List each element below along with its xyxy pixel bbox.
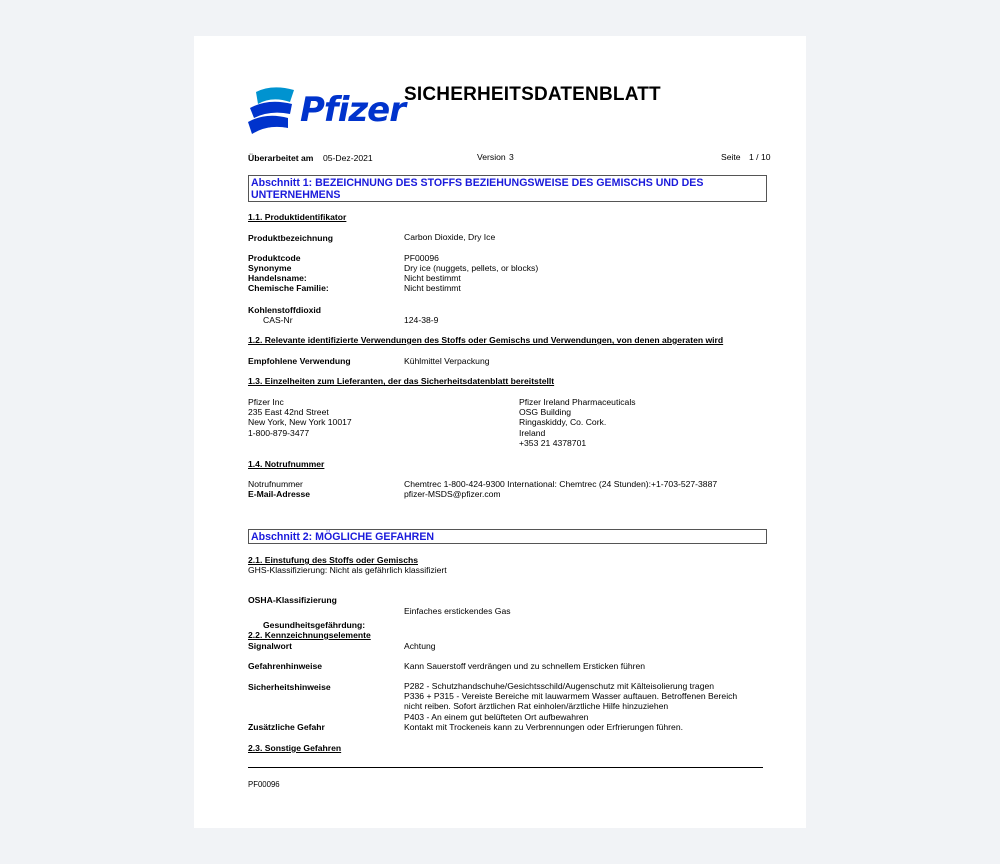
sicherheit-line: P403 - An einem gut belüfteten Ort aufbewahren: [404, 711, 589, 722]
zusatz-value: Kontakt mit Trockeneis kann zu Verbrennungen oder Erfrierungen führen.: [404, 722, 683, 732]
document-title: SICHERHEITSDATENBLATT: [404, 84, 661, 105]
verwendung-label: Empfohlene Verwendung: [248, 356, 351, 366]
supplier-ireland-line: Pfizer Ireland Pharmaceuticals: [519, 397, 636, 407]
sicherheit-line: P282 - Schutzhandschuhe/Gesichtsschild/Augenschutz mit Kälteisolierung tragen: [404, 681, 715, 691]
handelsname-label: Handelsname:: [248, 273, 307, 283]
page-number: 1 / 10: [749, 152, 771, 162]
verwendung-value: Kühlmittel Verpackung: [404, 356, 490, 366]
supplier-ireland-line: OSG Building: [519, 407, 572, 418]
substance-name: Kohlenstoffdioxid: [248, 305, 322, 315]
document-page: [194, 36, 806, 828]
supplier-us-address: [248, 397, 352, 438]
supplier-ireland-line: Ringaskiddy, Co. Cork.: [519, 417, 607, 428]
osha-label: OSHA-Klassifizierung: [248, 595, 337, 605]
supplier-us-line: Pfizer Inc: [248, 397, 284, 407]
produktbezeichnung-value: Carbon Dioxide, Dry Ice: [404, 232, 496, 242]
cas-label: CAS-Nr: [263, 315, 293, 325]
subsection-2-2-heading: 2.2. Kennzeichnungselemente: [248, 630, 371, 640]
sicherheit-values: [404, 681, 737, 722]
subsection-1-4-heading: 1.4. Notrufnummer: [248, 459, 325, 469]
revised-label: Überarbeitet am: [248, 153, 314, 163]
sicherheit-line: P336 + P315 - Vereiste Bereiche mit lauwarmem Wasser auftauen. Betroffenen Bereich: [404, 691, 738, 702]
produktcode-value: PF00096: [404, 253, 439, 263]
version-value: 3: [509, 152, 514, 162]
zusatz-label: Zusätzliche Gefahr: [248, 722, 325, 732]
subsection-1-1-heading: 1.1. Produktidentifikator: [248, 212, 347, 222]
pfizer-logo: [246, 82, 405, 147]
ghs-classification: GHS-Klassifizierung: Nicht als gefährlich klassifiziert: [248, 565, 447, 575]
subsection-2-1-heading: 2.1. Einstufung des Stoffs oder Gemischs: [248, 555, 418, 565]
supplier-ireland-line: +353 21 4378701: [519, 437, 587, 448]
gefahren-value: Kann Sauerstoff verdrängen und zu schnellem Ersticken führen: [404, 661, 646, 671]
osha-value: Einfaches erstickendes Gas: [404, 606, 511, 616]
handelsname-value: Nicht bestimmt: [404, 273, 461, 283]
gefahren-label: Gefahrenhinweise: [248, 661, 323, 671]
footer-code: PF00096: [248, 780, 280, 789]
footer-rule: [248, 767, 763, 768]
page-label: Seite: [721, 152, 741, 162]
supplier-ireland-address: [519, 397, 636, 448]
produktcode-label: Produktcode: [248, 253, 301, 263]
section-1-heading: Abschnitt 1: BEZEICHNUNG DES STOFFS BEZIEHUNGSWEISE DES GEMISCHS UND DES UNTERNEHMENS: [248, 175, 767, 202]
supplier-us-line: 235 East 42nd Street: [248, 407, 329, 418]
subsection-1-3-heading: 1.3. Einzelheiten zum Lieferanten, der das Sicherheitsdatenblatt bereitstellt: [248, 376, 555, 386]
synonyme-value: Dry ice (nuggets, pellets, or blocks): [404, 263, 539, 273]
pfizer-wordmark: Pfizer: [300, 90, 405, 130]
signalwort-label: Signalwort: [248, 641, 292, 651]
email-label: E-Mail-Adresse: [248, 489, 311, 499]
produktbezeichnung-label: Produktbezeichnung: [248, 233, 333, 243]
familie-label: Chemische Familie:: [248, 283, 329, 293]
subsection-1-2-heading: 1.2. Relevante identifizierte Verwendungen des Stoffs oder Gemischs und Verwendungen, von denen abgeraten wird: [248, 335, 724, 345]
subsection-2-3-heading: 2.3. Sonstige Gefahren: [248, 743, 342, 753]
supplier-us-line: 1-800-879-3477: [248, 427, 310, 438]
gesundheit-label: Gesundheitsgefährdung:: [263, 620, 366, 630]
supplier-ireland-line: Ireland: [519, 427, 546, 438]
synonyme-label: Synonyme: [248, 263, 292, 273]
familie-value: Nicht bestimmt: [404, 283, 461, 293]
email-value: pfizer-MSDS@pfizer.com: [404, 489, 501, 499]
revised-date: 05-Dez-2021: [323, 153, 373, 163]
version-label: Version: [477, 152, 506, 162]
cas-value: 124-38-9: [404, 315, 439, 325]
section-2-heading: Abschnitt 2: MÖGLICHE GEFAHREN: [248, 529, 767, 544]
notruf-label: Notrufnummer: [248, 479, 303, 489]
sicherheit-line: nicht reiben. Sofort ärztlichen Rat einholen/ärztliche Hilfe hinzuziehen: [404, 701, 669, 712]
notruf-value: Chemtrec 1-800-424-9300 International: Chemtrec (24 Stunden):+1-703-527-3887: [404, 479, 718, 489]
supplier-us-line: New York, New York 10017: [248, 417, 352, 428]
signalwort-value: Achtung: [404, 641, 436, 651]
sicherheit-label: Sicherheitshinweise: [248, 682, 331, 692]
